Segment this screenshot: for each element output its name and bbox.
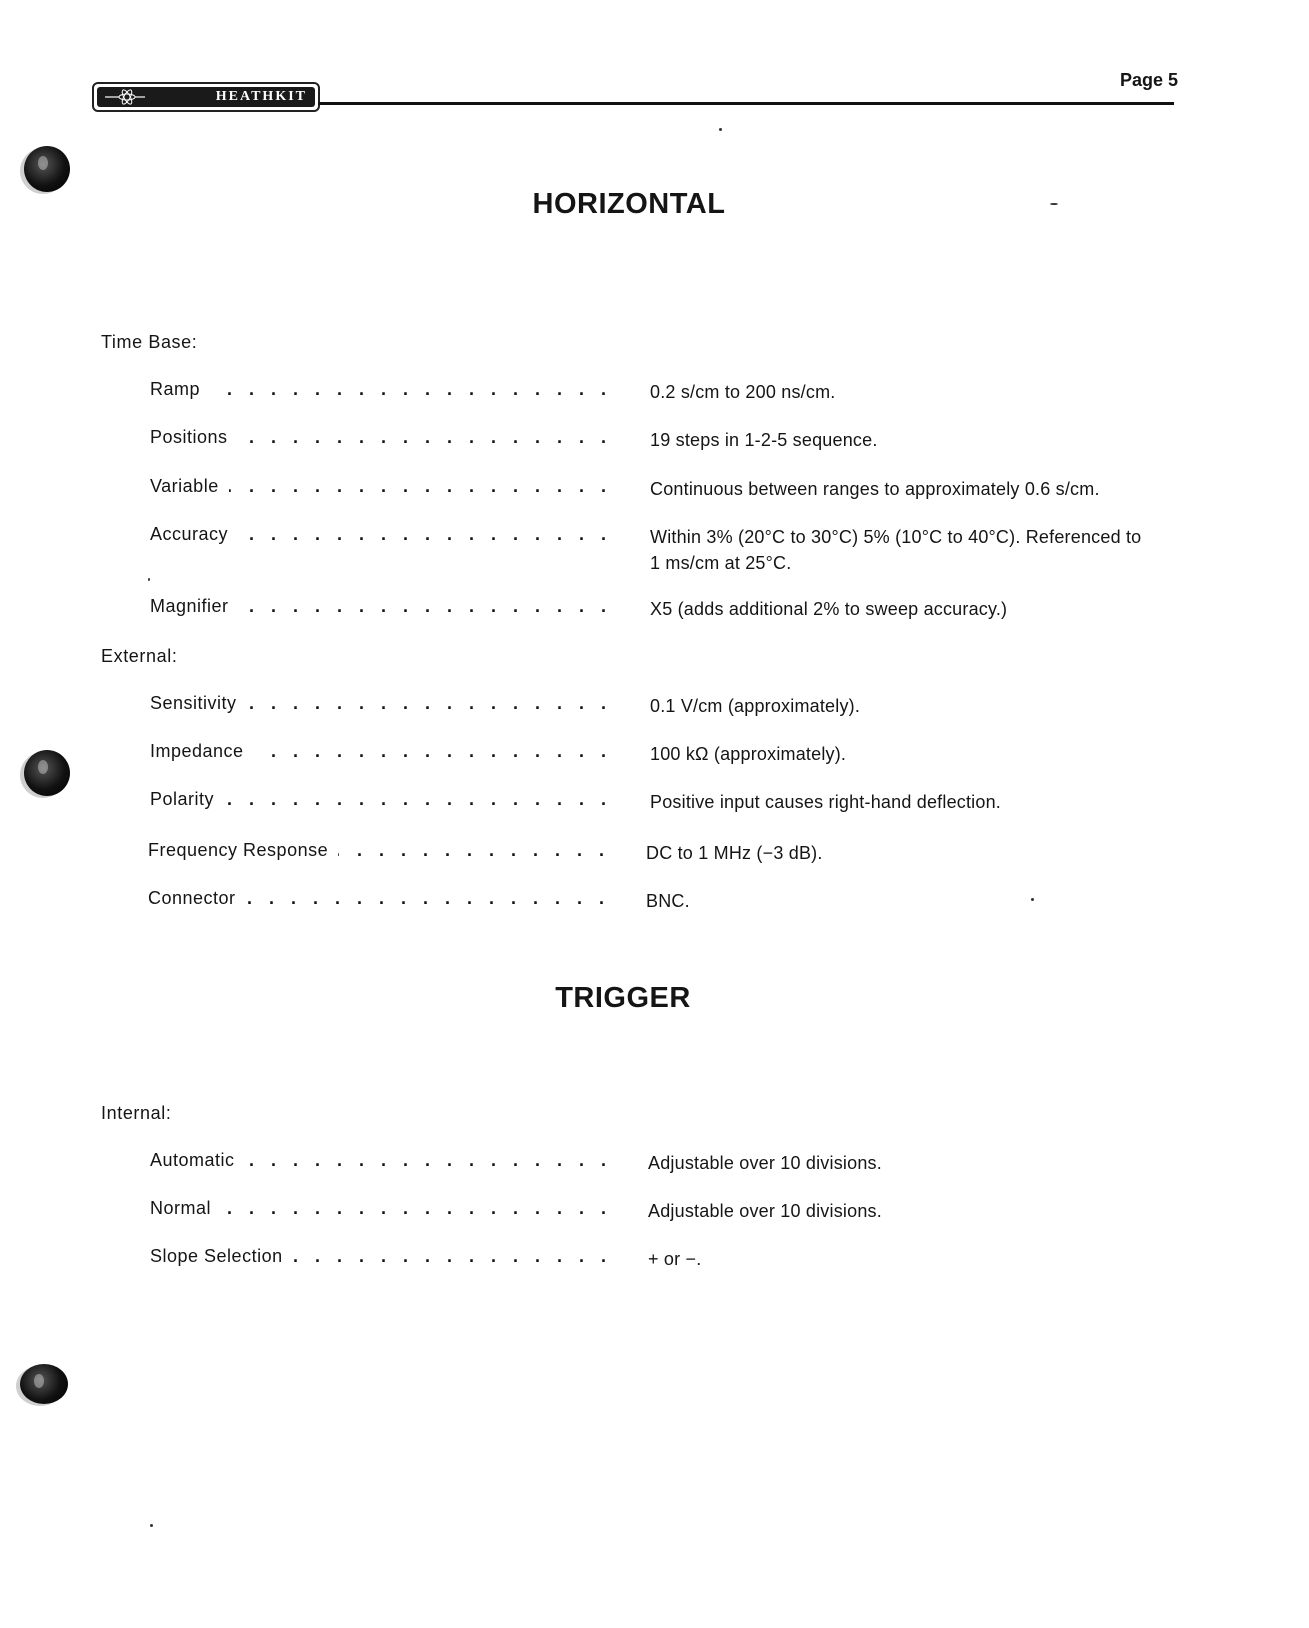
spec-label: Polarity . . . bbox=[150, 789, 620, 810]
binder-hole-top bbox=[24, 146, 70, 192]
logo-text: HEATHKIT bbox=[215, 89, 307, 104]
spec-row bbox=[150, 693, 1180, 721]
spec-label: Normal . . . bbox=[150, 1198, 620, 1219]
logo-plate bbox=[97, 87, 315, 107]
atom-icon bbox=[105, 89, 145, 105]
spec-row bbox=[148, 840, 1178, 868]
subsection-external: External: bbox=[101, 646, 178, 666]
spec-value: Positive input causes right-hand deflection. bbox=[650, 792, 1002, 812]
scan-speck bbox=[148, 578, 150, 581]
subsection-internal: Internal: bbox=[101, 1103, 172, 1123]
section-title-trigger: TRIGGER bbox=[555, 982, 691, 1014]
spec-row bbox=[150, 789, 1180, 817]
spec-label: Variable . . . bbox=[150, 476, 620, 497]
spec-value: Within 3% (20°C to 30°C) 5% (10°C to 40°C). Referenced to 1 ms/cm at 25°C. bbox=[650, 527, 1142, 573]
spec-row bbox=[150, 741, 1180, 769]
spec-label: Frequency Response . . . bbox=[148, 840, 618, 861]
spec-row bbox=[150, 427, 1180, 455]
spec-row bbox=[150, 476, 1180, 504]
spec-label: Slope Selection . . . bbox=[150, 1246, 620, 1267]
subsection-time-base: Time Base: bbox=[101, 332, 198, 352]
spec-value: Adjustable over 10 divisions. bbox=[648, 1201, 882, 1221]
binder-hole-middle bbox=[24, 750, 70, 796]
spec-value: + or −. bbox=[648, 1249, 702, 1269]
spec-value: Continuous between ranges to approximately 0.6 s/cm. bbox=[650, 479, 1100, 499]
spec-label: Magnifier . . . bbox=[150, 596, 620, 617]
spec-value: 0.2 s/cm to 200 ns/cm. bbox=[650, 382, 836, 402]
spec-label: Accuracy . . . bbox=[150, 524, 620, 545]
spec-row bbox=[150, 524, 1180, 573]
spec-value: 19 steps in 1-2-5 sequence. bbox=[650, 430, 878, 450]
spec-value: DC to 1 MHz (−3 dB). bbox=[646, 843, 823, 863]
spec-row bbox=[150, 596, 1180, 624]
spec-value: 0.1 V/cm (approximately). bbox=[650, 696, 861, 716]
heathkit-logo bbox=[92, 82, 320, 112]
spec-value: 100 kΩ (approximately). bbox=[650, 744, 847, 764]
spec-value: X5 (adds additional 2% to sweep accuracy.) bbox=[650, 599, 1008, 619]
spec-label: Connector . . . bbox=[148, 888, 618, 909]
spec-row bbox=[150, 1198, 1180, 1226]
spec-row bbox=[148, 888, 1178, 916]
spec-value: BNC. bbox=[646, 891, 690, 911]
binder-hole-bottom bbox=[20, 1364, 68, 1404]
spec-row bbox=[150, 1246, 1180, 1274]
spec-label: Impedance . . . bbox=[150, 741, 620, 762]
scan-speck bbox=[719, 128, 722, 131]
spec-value: Adjustable over 10 divisions. bbox=[648, 1153, 882, 1173]
spec-row bbox=[150, 1150, 1180, 1178]
scan-speck bbox=[150, 1524, 153, 1527]
spec-label: Positions . . . bbox=[150, 427, 620, 448]
scan-speck bbox=[1031, 898, 1034, 901]
scan-speck bbox=[1050, 203, 1058, 205]
spec-label: Automatic . . . bbox=[150, 1150, 620, 1171]
spec-label: Sensitivity . . . bbox=[150, 693, 620, 714]
section-title-horizontal: HORIZONTAL bbox=[532, 188, 726, 220]
spec-label: Ramp . . . bbox=[150, 379, 620, 400]
spec-row bbox=[150, 379, 1180, 407]
header-rule bbox=[318, 102, 1174, 105]
page-number: Page 5 bbox=[1119, 70, 1178, 90]
